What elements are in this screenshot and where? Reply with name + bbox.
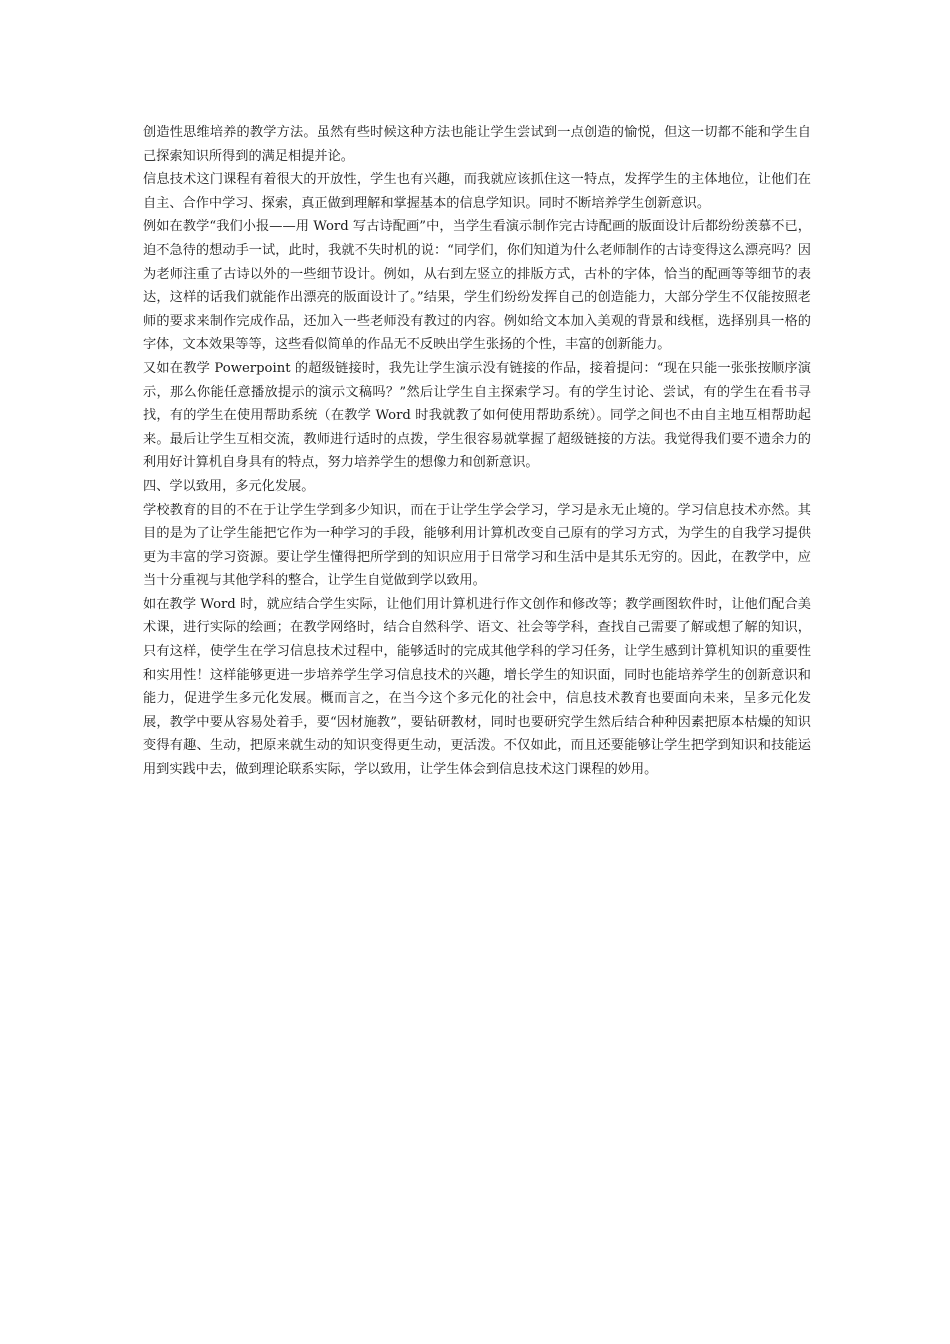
paragraph-powerpoint-example: 又如在教学 Powerpoint 的超级链接时，我先让学生演示没有链接的作品，接着提问：“现在只能一张张按顺序演示，那么你能任意播放提示的演示文稿吗？”然后让学生自主探索学习。有的学生讨论、尝试，有的学生在看书寻找，有的学生在使用帮助系统（在教学 Word 时我就教了如何使用帮助系统）。同学之间也不由自主地互相帮助起来。最后让学生互相交流，教师进行适时的点拨，学生很容易就掌握了超级链接的方法。我觉得我们要不遗余力的利用好计算机自身具有的特点，努力培养学生的想像力和创新意识。 [143,360,811,471]
document-body [143,121,811,782]
paragraph-creative-thinking-intro: 创造性思维培养的教学方法。虽然有些时候这种方法也能让学生尝试到一点创造的愉悦，但这一切都不能和学生自己探索知识所得到的满足相提并论。 [143,125,811,164]
paragraph-school-education: 学校教育的目的不在于让学生学到多少知识，而在于让学生学会学习，学习是永无止境的。学习信息技术亦然。其目的是为了让学生能把它作为一种学习的手段，能够利用计算机改变自己原有的学习方式，为学生的自我学习提供更为丰富的学习资源。要让学生懂得把所学到的知识应用于日常学习和生活中是其乐无穷的。因此，在教学中，应当十分重视与其他学科的整合，让学生自觉做到学以致用。 [143,502,811,589]
paragraph-word-example: 例如在教学“我们小报——用 Word 写古诗配画”中，当学生看演示制作完古诗配画的版面设计后都纷纷羡慕不已，迫不急待的想动手一试，此时，我就不失时机的说：“同学们，你们知道为什么老师制作的古诗变得这么漂亮吗？因为老师注重了古诗以外的一些细节设计。例如，从右到左竖立的排版方式，古朴的字体，恰当的配画等等细节的表达，这样的话我们就能作出漂亮的版面设计了。”结果，学生们纷纷发挥自己的创造能力，大部分学生不仅能按照老师的要求来制作完成作品，还加入一些老师没有教过的内容。例如给文本加入美观的背景和线框，选择别具一格的字体，文本效果等等，这些看似简单的作品无不反映出学生张扬的个性，丰富的创新能力。 [143,219,811,353]
section-heading-four: 四、学以致用，多元化发展。 [143,478,315,494]
paragraph-integration-example: 如在教学 Word 时，就应结合学生实际，让他们用计算机进行作文创作和修改等；教学画图软件时，让他们配合美术课，进行实际的绘画；在教学网络时，结合自然科学、语文、社会等学科，查找自己需要了解或想了解的知识，只有这样，使学生在学习信息技术过程中，能够适时的完成其他学科的学习任务，让学生感到计算机知识的重要性和实用性！这样能够更进一步培养学生学习信息技术的兴趣，增长学生的知识面，同时也能培养学生的创新意识和能力，促进学生多元化发展。概而言之，在当今这个多元化的社会中，信息技术教育也要面向未来，呈多元化发展，教学中要从容易处着手，要“因材施教”，要钻研教材，同时也要研究学生然后结合种种因素把原本枯燥的知识变得有趣、生动，把原来就生动的知识变得更生动，更活泼。不仅如此，而且还要能够让学生把学到知识和技能运用到实践中去，做到理论联系实际，学以致用，让学生体会到信息技术这门课程的妙用。 [143,596,811,778]
paragraph-open-course: 信息技术这门课程有着很大的开放性，学生也有兴趣，而我就应该抓住这一特点，发挥学生的主体地位，让他们在自主、合作中学习、探索，真正做到理解和掌握基本的信息学知识。同时不断培养学生创新意识。 [143,172,811,211]
